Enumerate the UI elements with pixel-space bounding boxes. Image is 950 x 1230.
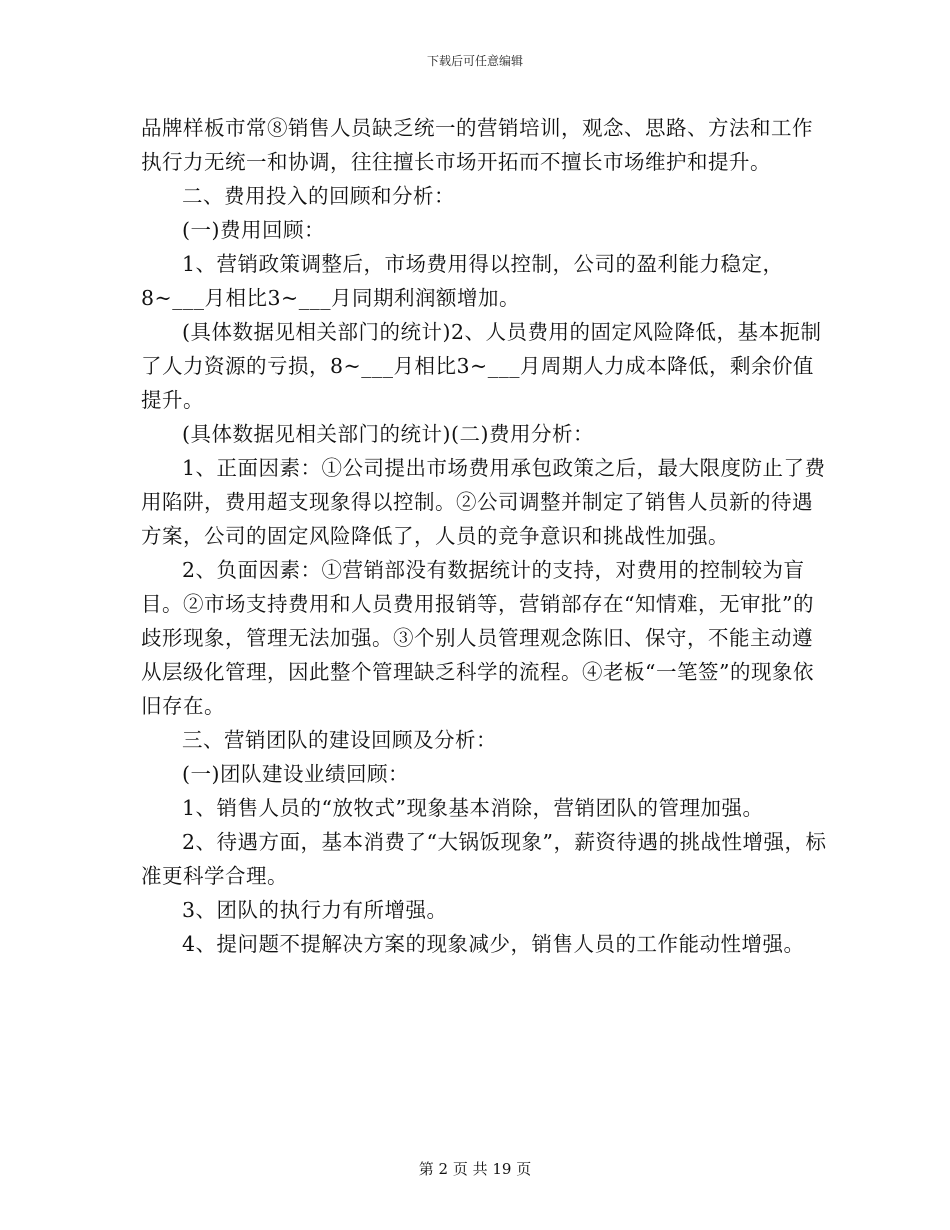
subsection-heading-cost-review: (一)费用回顾： xyxy=(182,218,325,242)
subsection-heading-team-review: (一)团队建设业绩回顾： xyxy=(182,762,409,786)
section-heading-2: 二、费用投入的回顾和分析： xyxy=(182,184,455,208)
document-body xyxy=(141,111,831,961)
paragraph-team-4: 4、提问题不提解决方案的现象减少，销售人员的工作能动性增强。 xyxy=(182,932,805,956)
paragraph-team-3: 3、团队的执行力有所增强。 xyxy=(182,898,448,922)
paragraph-positive-factors: 1、正面因素：①公司提出市场费用承包政策之后，最大限度防止了费用陷阱，费用超支现象得以控制。②公司调整并制定了销售人员新的待遇方案，公司的固定风险降低了，人员的竞争意识和挑战性加强。 xyxy=(141,456,826,548)
page-number-footer: 第 2 页 共 19 页 xyxy=(418,1160,532,1178)
paragraph-cost-review-1: 1、营销政策调整后，市场费用得以控制，公司的盈利能力稳定，8~___月相比3~___月同期利润额增加。 xyxy=(141,252,784,310)
paragraph-cost-analysis-heading: (具体数据见相关部门的统计)(二)费用分析： xyxy=(182,422,594,446)
paragraph-negative-factors: 2、负面因素：①营销部没有数据统计的支持，对费用的控制较为盲目。②市场支持费用和人员费用报销等，营销部存在“知情难，无审批”的歧形现象，管理无法加强。③个别人员管理观念陈旧、保守，不能主动遵从层级化管理，因此整个管理缺乏科学的流程。④老板“一笔签”的现象依旧存在。 xyxy=(141,558,814,718)
page-header-note: 下载后可任意编辑 xyxy=(426,54,523,68)
paragraph-cost-review-2: (具体数据见相关部门的统计)2、人员费用的固定风险降低，基本扼制了人力资源的亏损，8~___月相比3~___月周期人力成本降低，剩余价值提升。 xyxy=(141,320,822,412)
section-heading-3: 三、营销团队的建设回顾及分析： xyxy=(182,728,497,752)
paragraph-1: 品牌样板市常⑧销售人员缺乏统一的营销培训，观念、思路、方法和工作执行力无统一和协调，往往擅长市场开拓而不擅长市场维护和提升。 xyxy=(141,116,813,174)
paragraph-team-2: 2、待遇方面，基本消费了“大锅饭现象”，薪资待遇的挑战性增强，标准更科学合理。 xyxy=(141,830,827,888)
paragraph-team-1: 1、销售人员的“放牧式”现象基本消除，营销团队的管理加强。 xyxy=(182,796,764,820)
